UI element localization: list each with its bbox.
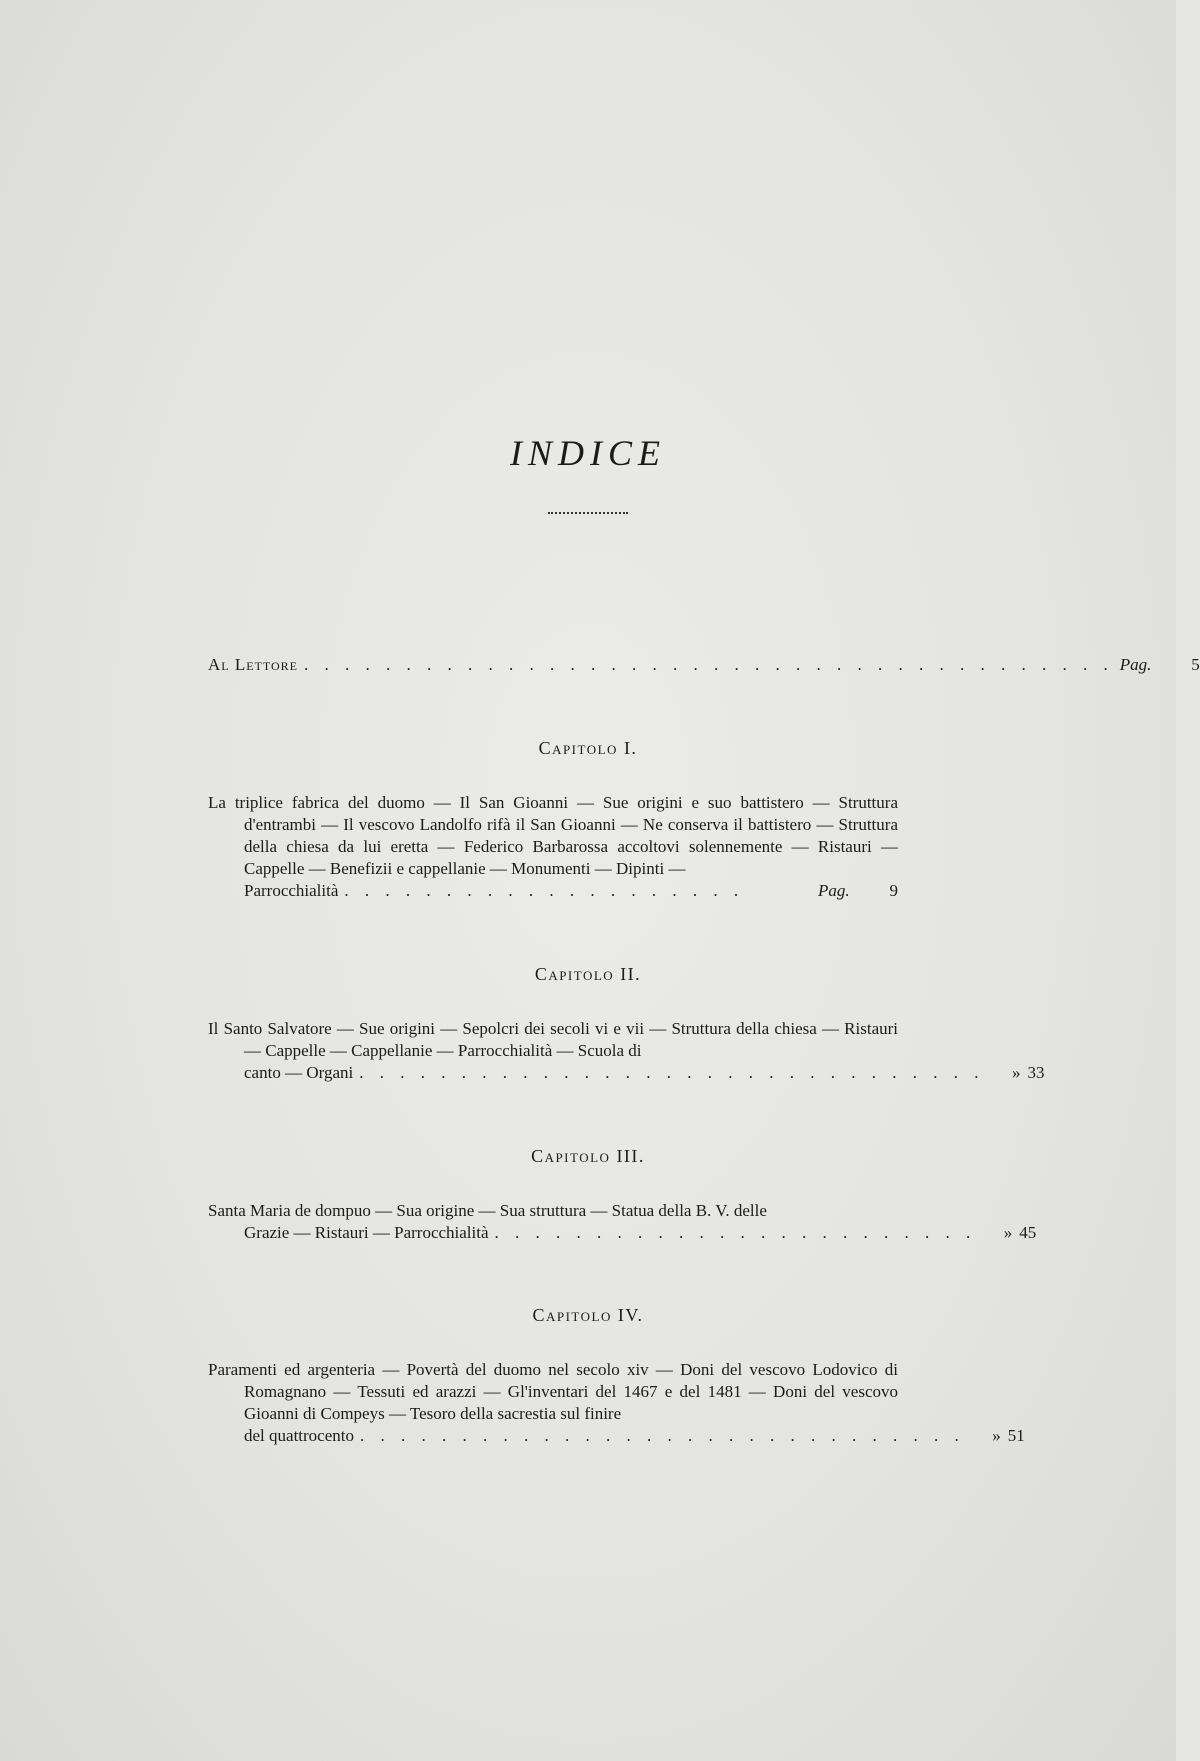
dot-leader: . . . . . . . . . . . . . . . . . . . . . . . . . . . . . . . . . . . . . . . .: [304, 655, 1114, 674]
summary-text: Paramenti ed argenteria — Povertà del duomo nel secolo xiv — Doni del vescovo Lodovico di Romagnano — Tessuti ed arazzi — Gl'inventari del 1467 e del 1481 — Doni del vescovo Gioanni di Compeys — Tesoro della sacrestia sul finire: [208, 1360, 898, 1423]
pag-label: »: [992, 1426, 1001, 1445]
chapter-heading-3: Capitolo III.: [531, 1146, 645, 1166]
dot-leader: . . . . . . . . . . . . . . . . . . . .: [344, 881, 745, 900]
chapter-summary-3: [208, 1200, 1037, 1244]
dot-leader: . . . . . . . . . . . . . . . . . . . . . . . . . . . . . . .: [359, 1063, 985, 1082]
dot-leader: . . . . . . . . . . . . . . . . . . . . . . . . . . . . . .: [360, 1426, 965, 1445]
dot-leader: . . . . . . . . . . . . . . . . . . . . . . . .: [494, 1223, 977, 1242]
summary-text: Santa Maria de dompuo — Sua origine — Sua struttura — Statua della B. V. delle: [208, 1201, 767, 1220]
page-number: 51: [1007, 1426, 1025, 1445]
page-number: 9: [889, 881, 898, 900]
entry-label: Al Lettore: [208, 655, 299, 674]
entry-al-lettore: [208, 654, 1200, 676]
chapter-summary-1: [208, 792, 898, 902]
show-through-texture: [180, 220, 930, 246]
chapter-summary-2: [208, 1018, 1045, 1084]
chapter-summary-4: [208, 1359, 1025, 1447]
pag-label: Pag.: [1119, 655, 1152, 674]
page-number: 33: [1027, 1063, 1045, 1082]
chapter-heading-1: Capitolo I.: [538, 738, 638, 758]
summary-text: Il Santo Salvatore — Sue origini — Sepolcri dei secoli vi e vii — Struttura della chiesa — Ristauri — Cappelle — Cappellanie — Parrocchialità — Scuola di: [208, 1019, 898, 1060]
pag-label: Pag.: [818, 881, 850, 900]
chapter-heading-4: Capitolo IV.: [532, 1305, 644, 1325]
pag-label: »: [1003, 1223, 1013, 1242]
page-number: 45: [1019, 1223, 1037, 1242]
summary-last-line: canto — Organi: [244, 1063, 354, 1082]
title-divider: [548, 512, 628, 514]
summary-text: La triplice fabrica del duomo — Il San Gioanni — Sue origini e suo battistero — Struttura d'entrambi — Il vescovo Landolfo rifà il San Gioanni — Ne conserva il battistero — Struttura della chiesa da lui eretta — Federico Barbarossa accoltovi solennemente — Ristauri — Cappelle — Benefizii e cappellanie — Monumenti — Dipinti —: [208, 793, 898, 878]
summary-last-line: Grazie — Ristauri — Parrocchialità: [244, 1223, 489, 1242]
pag-label: »: [1011, 1063, 1021, 1082]
page-number: 5: [1191, 655, 1200, 674]
chapter-heading-2: Capitolo II.: [534, 964, 642, 984]
summary-last-line: Parrocchialità: [244, 881, 339, 900]
page-title: INDICE: [510, 433, 666, 473]
summary-last-line: del quattrocento: [244, 1426, 354, 1445]
